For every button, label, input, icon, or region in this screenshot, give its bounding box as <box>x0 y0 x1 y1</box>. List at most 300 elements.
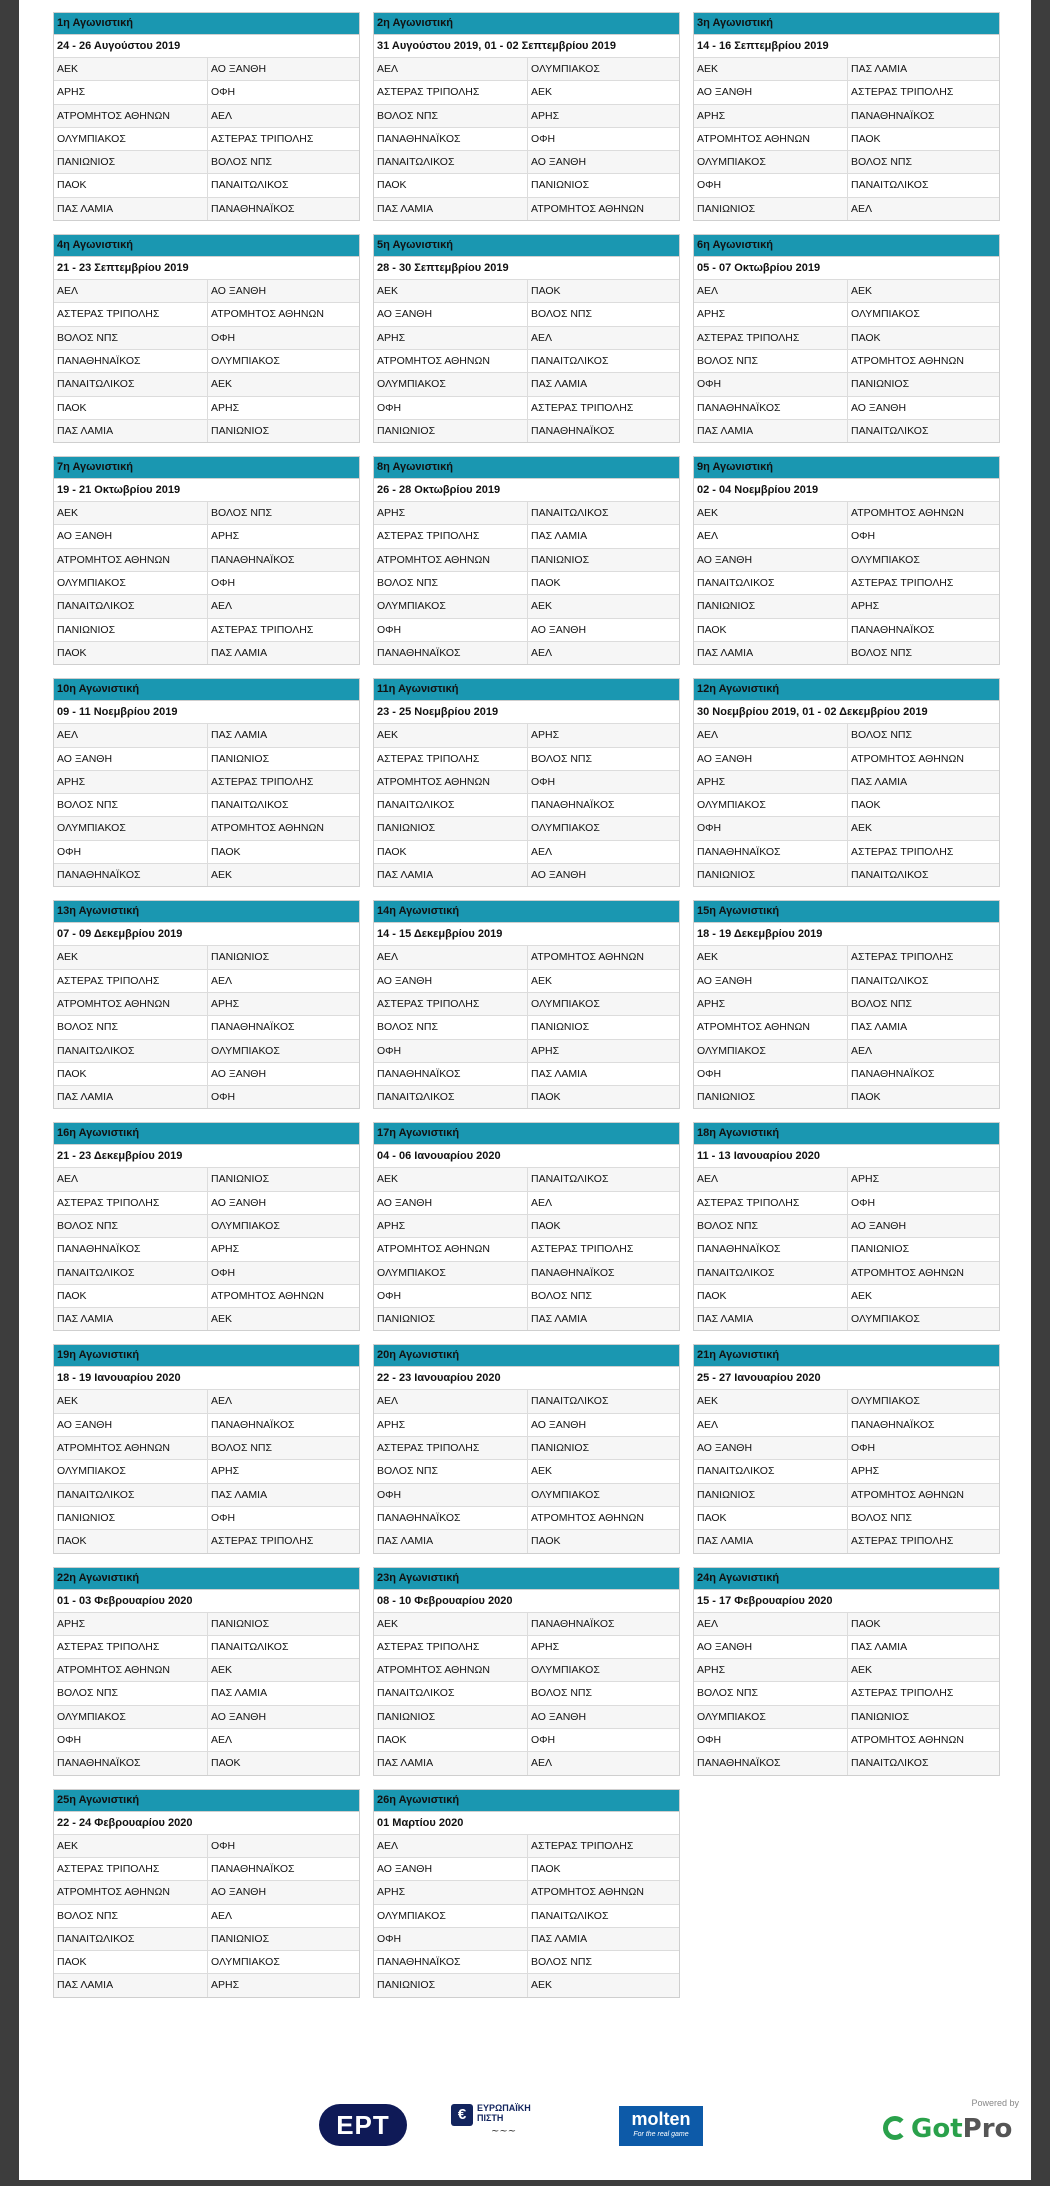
away-team: ΑΤΡΟΜΗΤΟΣ ΑΘΗΝΩΝ <box>851 1488 964 1501</box>
away-team: ΠΑΝΑΙΤΩΛΙΚΟΣ <box>211 799 289 812</box>
match-row <box>54 1706 359 1729</box>
match-row <box>54 817 359 840</box>
match-row <box>694 1484 999 1507</box>
home-team: ΠΑΝΑΘΗΝΑΪΚΟΣ <box>694 1238 848 1260</box>
round-card <box>693 1122 1000 1331</box>
away-team: ΟΦΗ <box>211 331 236 344</box>
away-team: ΠΑΣ ΛΑΜΙΑ <box>211 1687 268 1700</box>
match-row <box>374 1192 679 1215</box>
home-team: ΠΑΝΑΘΗΝΑΪΚΟΣ <box>694 841 848 863</box>
match-row <box>694 1192 999 1215</box>
away-team: ΠΑΝΙΩΝΙΟΣ <box>851 378 910 391</box>
match-row <box>54 105 359 128</box>
away-team: ΑΟ ΞΑΝΘΗ <box>531 1418 587 1431</box>
round-date: 01 Μαρτίου 2020 <box>374 1812 679 1835</box>
match-row <box>374 1974 679 1996</box>
round-title: 10η Αγωνιστική <box>54 679 359 701</box>
away-team: ΑΕΛ <box>211 1734 233 1747</box>
gotpro-got: Got <box>911 2114 963 2144</box>
away-team: ΠΑΝΙΩΝΙΟΣ <box>531 1021 590 1034</box>
home-team: ΠΑΟΚ <box>54 397 208 419</box>
match-row <box>374 198 679 220</box>
match-row <box>374 174 679 197</box>
round-date: 21 - 23 Σεπτεμβρίου 2019 <box>54 257 359 280</box>
home-team: ΠΑΣ ΛΑΜΙΑ <box>54 420 208 442</box>
away-team: ΑΕΚ <box>531 600 553 613</box>
match-row <box>374 1063 679 1086</box>
match-row <box>54 58 359 81</box>
match-row <box>374 748 679 771</box>
match-row <box>54 1390 359 1413</box>
round-title: 4η Αγωνιστική <box>54 235 359 257</box>
round-card <box>373 1122 680 1331</box>
home-team: ΠΑΟΚ <box>54 642 208 664</box>
match-row <box>54 724 359 747</box>
away-team: ΒΟΛΟΣ ΝΠΣ <box>531 752 593 765</box>
round-date: 31 Αυγούστου 2019, 01 - 02 Σεπτεμβρίου 2019 <box>374 35 679 58</box>
away-team: ΟΛΥΜΠΙΑΚΟΣ <box>531 1488 600 1501</box>
away-team: ΑΣΤΕΡΑΣ ΤΡΙΠΟΛΗΣ <box>851 86 954 99</box>
home-team: ΠΑΝΑΙΤΩΛΙΚΟΣ <box>54 1262 208 1284</box>
round-title: 7η Αγωνιστική <box>54 457 359 479</box>
eurolife-signature-icon: ~~~ <box>491 2126 517 2137</box>
round-title: 18η Αγωνιστική <box>694 1123 999 1145</box>
match-row <box>694 1168 999 1191</box>
home-team: ΑΡΗΣ <box>54 771 208 793</box>
round-card <box>693 1344 1000 1553</box>
away-team: ΠΑΝΑΙΤΩΛΙΚΟΣ <box>531 1395 609 1408</box>
home-team: ΑΡΗΣ <box>374 1215 528 1237</box>
match-row <box>694 1460 999 1483</box>
home-team: ΠΑΝΙΩΝΙΟΣ <box>694 198 848 220</box>
home-team: ΑΡΗΣ <box>694 771 848 793</box>
match-row <box>694 946 999 969</box>
match-row <box>694 1086 999 1108</box>
away-team: ΠΑΟΚ <box>211 1757 241 1770</box>
away-team: ΠΑΟΚ <box>531 1535 561 1548</box>
match-row <box>374 642 679 664</box>
match-row <box>694 1063 999 1086</box>
away-team: ΠΑΝΑΘΗΝΑΪΚΟΣ <box>211 202 295 215</box>
away-team: ΑΡΗΣ <box>211 997 240 1010</box>
away-team: ΟΛΥΜΠΙΑΚΟΣ <box>211 1044 280 1057</box>
round-card <box>373 678 680 887</box>
match-row <box>374 1905 679 1928</box>
match-row <box>374 1390 679 1413</box>
away-team: ΑΡΗΣ <box>851 1173 880 1186</box>
match-row <box>54 1858 359 1881</box>
match-row <box>694 1437 999 1460</box>
away-team: ΑΣΤΕΡΑΣ ΤΡΙΠΟΛΗΣ <box>851 1687 954 1700</box>
away-team: ΑΕΛ <box>531 1196 553 1209</box>
match-row <box>54 1613 359 1636</box>
home-team: ΠΑΣ ΛΑΜΙΑ <box>54 1308 208 1330</box>
match-row <box>694 151 999 174</box>
home-team: ΑΕΚ <box>694 1390 848 1412</box>
away-team: ΑΟ ΞΑΝΘΗ <box>211 1196 267 1209</box>
away-team: ΠΑΝΑΘΗΝΑΪΚΟΣ <box>531 1266 615 1279</box>
home-team: ΑΕΛ <box>374 1390 528 1412</box>
home-team: ΑΡΗΣ <box>54 1613 208 1635</box>
away-team: ΑΕΚ <box>531 1465 553 1478</box>
match-row <box>54 549 359 572</box>
match-row <box>54 1928 359 1951</box>
home-team: ΠΑΝΑΙΤΩΛΙΚΟΣ <box>694 1460 848 1482</box>
home-team: ΠΑΝΙΩΝΙΟΣ <box>694 864 848 886</box>
match-list <box>694 1390 999 1552</box>
match-list <box>374 946 679 1108</box>
away-team: ΟΦΗ <box>211 1091 236 1104</box>
match-row <box>54 1308 359 1330</box>
away-team: ΑΟ ΞΑΝΘΗ <box>211 1710 267 1723</box>
match-row <box>694 1752 999 1774</box>
home-team: ΠΑΝΑΙΤΩΛΙΚΟΣ <box>374 794 528 816</box>
away-team: ΠΑΝΑΘΗΝΑΪΚΟΣ <box>531 424 615 437</box>
home-team: ΠΑΣ ΛΑΜΙΑ <box>54 198 208 220</box>
match-list <box>54 946 359 1108</box>
match-row <box>54 1460 359 1483</box>
home-team: ΟΛΥΜΠΙΑΚΟΣ <box>54 128 208 150</box>
round-title: 25η Αγωνιστική <box>54 1790 359 1812</box>
home-team: ΑΕΛ <box>54 280 208 302</box>
match-row <box>374 1752 679 1774</box>
match-list <box>694 724 999 886</box>
away-team: ΑΕΚ <box>531 974 553 987</box>
home-team: ΑΤΡΟΜΗΤΟΣ ΑΘΗΝΩΝ <box>374 1238 528 1260</box>
home-team: ΠΑΟΚ <box>694 619 848 641</box>
round-date: 18 - 19 Δεκεμβρίου 2019 <box>694 923 999 946</box>
home-team: ΠΑΝΙΩΝΙΟΣ <box>694 595 848 617</box>
match-row <box>54 1951 359 1974</box>
home-team: ΠΑΝΑΙΤΩΛΙΚΟΣ <box>374 151 528 173</box>
away-team: ΑΟ ΞΑΝΘΗ <box>531 156 587 169</box>
match-list <box>374 724 679 886</box>
home-team: ΠΑΟΚ <box>374 1729 528 1751</box>
home-team: ΟΦΗ <box>374 1928 528 1950</box>
home-team: ΠΑΟΚ <box>694 1285 848 1307</box>
match-row <box>374 1168 679 1191</box>
round-date: 04 - 06 Ιανουαρίου 2020 <box>374 1145 679 1168</box>
home-team: ΑΕΚ <box>54 1390 208 1412</box>
eurolife-logo[interactable] <box>451 2100 543 2148</box>
ert-logo[interactable]: ΕΡΤ <box>319 2104 407 2146</box>
home-team: ΠΑΝΑΙΤΩΛΙΚΟΣ <box>54 1484 208 1506</box>
home-team: ΟΦΗ <box>374 619 528 641</box>
away-team: ΟΛΥΜΠΙΑΚΟΣ <box>531 997 600 1010</box>
round-date: 18 - 19 Ιανουαρίου 2020 <box>54 1367 359 1390</box>
home-team: ΒΟΛΟΣ ΝΠΣ <box>374 572 528 594</box>
round-card <box>53 678 360 887</box>
round-card <box>693 456 1000 665</box>
home-team: ΠΑΝΑΘΗΝΑΪΚΟΣ <box>374 1507 528 1529</box>
round-card <box>53 1122 360 1331</box>
home-team: ΑΣΤΕΡΑΣ ΤΡΙΠΟΛΗΣ <box>374 1636 528 1658</box>
home-team: ΑΡΗΣ <box>374 327 528 349</box>
match-row <box>374 525 679 548</box>
match-list <box>54 1168 359 1330</box>
match-row <box>54 619 359 642</box>
match-row <box>54 174 359 197</box>
match-row <box>374 1308 679 1330</box>
away-team: ΑΡΗΣ <box>531 1044 560 1057</box>
round-date: 09 - 11 Νοεμβρίου 2019 <box>54 701 359 724</box>
home-team: ΟΦΗ <box>54 841 208 863</box>
home-team: ΑΕΛ <box>54 1168 208 1190</box>
round-title: 26η Αγωνιστική <box>374 1790 679 1812</box>
home-team: ΠΑΝΑΙΤΩΛΙΚΟΣ <box>374 1086 528 1108</box>
away-team: ΠΑΝΑΙΤΩΛΙΚΟΣ <box>851 974 929 987</box>
home-team: ΑΣΤΕΡΑΣ ΤΡΙΠΟΛΗΣ <box>54 303 208 325</box>
page <box>19 0 1031 2180</box>
round-date: 07 - 09 Δεκεμβρίου 2019 <box>54 923 359 946</box>
away-team: ΠΑΝΑΙΤΩΛΙΚΟΣ <box>851 869 929 882</box>
home-team: ΑΡΗΣ <box>374 1414 528 1436</box>
match-row <box>694 1040 999 1063</box>
round-card <box>53 234 360 443</box>
away-team: ΟΦΗ <box>531 775 556 788</box>
match-row <box>54 420 359 442</box>
match-row <box>374 771 679 794</box>
away-team: ΑΤΡΟΜΗΤΟΣ ΑΘΗΝΩΝ <box>531 1511 644 1524</box>
match-row <box>374 1881 679 1904</box>
home-team: ΒΟΛΟΣ ΝΠΣ <box>54 1682 208 1704</box>
home-team: ΠΑΝΑΘΗΝΑΪΚΟΣ <box>694 397 848 419</box>
away-team: ΒΟΛΟΣ ΝΠΣ <box>851 729 913 742</box>
round-date: 14 - 15 Δεκεμβρίου 2019 <box>374 923 679 946</box>
match-row <box>694 1215 999 1238</box>
match-row <box>694 327 999 350</box>
home-team: ΠΑΟΚ <box>374 174 528 196</box>
match-row <box>374 1215 679 1238</box>
home-team: ΠΑΝΑΙΤΩΛΙΚΟΣ <box>694 1262 848 1284</box>
home-team: ΒΟΛΟΣ ΝΠΣ <box>694 1215 848 1237</box>
match-list <box>374 1835 679 1997</box>
match-row <box>54 946 359 969</box>
match-row <box>54 1238 359 1261</box>
home-team: ΑΕΛ <box>694 1168 848 1190</box>
match-row <box>54 1016 359 1039</box>
home-team: ΑΕΚ <box>54 1835 208 1857</box>
round-title: 21η Αγωνιστική <box>694 1345 999 1367</box>
home-team: ΑΡΗΣ <box>694 993 848 1015</box>
away-team: ΑΟ ΞΑΝΘΗ <box>851 1219 907 1232</box>
match-row <box>694 1659 999 1682</box>
away-team: ΠΑΣ ΛΑΜΙΑ <box>211 646 268 659</box>
away-team: ΑΟ ΞΑΝΘΗ <box>531 623 587 636</box>
match-row <box>694 350 999 373</box>
away-team: ΠΑΝΙΩΝΙΟΣ <box>211 1617 270 1630</box>
match-row <box>54 350 359 373</box>
match-row <box>374 841 679 864</box>
away-team: ΒΟΛΟΣ ΝΠΣ <box>211 156 273 169</box>
match-row <box>694 1507 999 1530</box>
match-row <box>374 993 679 1016</box>
away-team: ΟΛΥΜΠΙΑΚΟΣ <box>531 1664 600 1677</box>
match-row <box>374 1530 679 1552</box>
round-date: 26 - 28 Οκτωβρίου 2019 <box>374 479 679 502</box>
away-team: ΠΑΣ ΛΑΜΙΑ <box>531 530 588 543</box>
round-card <box>53 1344 360 1553</box>
match-list <box>54 58 359 220</box>
away-team: ΒΟΛΟΣ ΝΠΣ <box>851 1511 913 1524</box>
away-team: ΑΟ ΞΑΝΘΗ <box>531 1710 587 1723</box>
match-row <box>694 1016 999 1039</box>
away-team: ΑΕΚ <box>851 822 873 835</box>
match-row <box>374 817 679 840</box>
round-title: 2η Αγωνιστική <box>374 13 679 35</box>
round-date: 19 - 21 Οκτωβρίου 2019 <box>54 479 359 502</box>
home-team: ΑΕΚ <box>54 946 208 968</box>
away-team: ΑΕΛ <box>531 646 553 659</box>
round-card <box>373 900 680 1109</box>
match-row <box>694 1414 999 1437</box>
match-row <box>54 397 359 420</box>
match-row <box>694 794 999 817</box>
away-team: ΠΑΝΑΙΤΩΛΙΚΟΣ <box>531 507 609 520</box>
round-title: 20η Αγωνιστική <box>374 1345 679 1367</box>
away-team: ΑΟ ΞΑΝΘΗ <box>851 401 907 414</box>
match-row <box>374 946 679 969</box>
away-team: ΑΕΛ <box>851 1044 873 1057</box>
match-list <box>54 1835 359 1997</box>
home-team: ΠΑΝΙΩΝΙΟΣ <box>54 619 208 641</box>
away-team: ΠΑΣ ΛΑΜΙΑ <box>851 1021 908 1034</box>
home-team: ΟΦΗ <box>694 1063 848 1085</box>
gotpro-logo[interactable] <box>879 2098 1019 2154</box>
home-team: ΟΦΗ <box>54 1729 208 1751</box>
match-row <box>374 1613 679 1636</box>
match-row <box>54 595 359 618</box>
home-team: ΠΑΝΙΩΝΙΟΣ <box>54 151 208 173</box>
away-team: ΑΟ ΞΑΝΘΗ <box>211 1067 267 1080</box>
home-team: ΟΦΗ <box>374 1040 528 1062</box>
away-team: ΑΣΤΕΡΑΣ ΤΡΙΠΟΛΗΣ <box>851 1535 954 1548</box>
round-title: 5η Αγωνιστική <box>374 235 679 257</box>
match-row <box>694 841 999 864</box>
away-team: ΟΛΥΜΠΙΑΚΟΣ <box>211 1956 280 1969</box>
round-date: 24 - 26 Αυγούστου 2019 <box>54 35 359 58</box>
home-team: ΒΟΛΟΣ ΝΠΣ <box>54 1016 208 1038</box>
match-row <box>54 81 359 104</box>
match-row <box>694 397 999 420</box>
home-team: ΠΑΣ ΛΑΜΙΑ <box>374 1530 528 1552</box>
match-row <box>374 619 679 642</box>
home-team: ΠΑΟΚ <box>54 1951 208 1973</box>
home-team: ΑΤΡΟΜΗΤΟΣ ΑΘΗΝΩΝ <box>374 1659 528 1681</box>
home-team: ΑΟ ΞΑΝΘΗ <box>694 748 848 770</box>
home-team: ΠΑΝΑΙΤΩΛΙΚΟΣ <box>54 595 208 617</box>
away-team: ΑΡΗΣ <box>531 1640 560 1653</box>
home-team: ΑΕΚ <box>54 502 208 524</box>
match-row <box>54 1414 359 1437</box>
away-team: ΑΕΛ <box>531 331 553 344</box>
home-team: ΠΑΟΚ <box>694 1507 848 1529</box>
round-title: 14η Αγωνιστική <box>374 901 679 923</box>
round-card <box>53 1567 360 1776</box>
away-team: ΠΑΟΚ <box>531 1862 561 1875</box>
round-date: 22 - 23 Ιανουαρίου 2020 <box>374 1367 679 1390</box>
home-team: ΠΑΝΑΙΤΩΛΙΚΟΣ <box>54 373 208 395</box>
away-team: ΠΑΝΑΙΤΩΛΙΚΟΣ <box>211 1640 289 1653</box>
home-team: ΑΟ ΞΑΝΘΗ <box>374 303 528 325</box>
home-team: ΟΛΥΜΠΙΑΚΟΣ <box>694 794 848 816</box>
away-team: ΒΟΛΟΣ ΝΠΣ <box>211 1442 273 1455</box>
home-team: ΠΑΝΑΙΤΩΛΙΚΟΣ <box>54 1040 208 1062</box>
round-date: 11 - 13 Ιανουαρίου 2020 <box>694 1145 999 1168</box>
match-row <box>694 549 999 572</box>
home-team: ΠΑΟΚ <box>54 174 208 196</box>
away-team: ΑΟ ΞΑΝΘΗ <box>211 63 267 75</box>
away-team: ΠΑΝΑΙΤΩΛΙΚΟΣ <box>531 1909 609 1922</box>
home-team: ΑΣΤΕΡΑΣ ΤΡΙΠΟΛΗΣ <box>54 1636 208 1658</box>
away-team: ΑΕΚ <box>211 378 233 391</box>
away-team: ΠΑΣ ΛΑΜΙΑ <box>531 1067 588 1080</box>
match-row <box>694 572 999 595</box>
home-team: ΟΦΗ <box>374 1484 528 1506</box>
match-row <box>694 1636 999 1659</box>
away-team: ΠΑΝΑΘΗΝΑΪΚΟΣ <box>851 1418 935 1431</box>
match-list <box>374 280 679 442</box>
home-team: ΒΟΛΟΣ ΝΠΣ <box>694 350 848 372</box>
home-team: ΠΑΣ ΛΑΜΙΑ <box>694 420 848 442</box>
home-team: ΑΟ ΞΑΝΘΗ <box>54 1414 208 1436</box>
match-row <box>54 327 359 350</box>
match-row <box>374 1951 679 1974</box>
home-team: ΑΣΤΕΡΑΣ ΤΡΙΠΟΛΗΣ <box>374 748 528 770</box>
match-row <box>54 1752 359 1774</box>
home-team: ΑΤΡΟΜΗΤΟΣ ΑΘΗΝΩΝ <box>374 350 528 372</box>
away-team: ΟΦΗ <box>211 1266 236 1279</box>
away-team: ΑΤΡΟΜΗΤΟΣ ΑΘΗΝΩΝ <box>211 308 324 321</box>
home-team: ΟΦΗ <box>374 397 528 419</box>
away-team: ΠΑΝΙΩΝΙΟΣ <box>211 1932 270 1945</box>
away-team: ΠΑΟΚ <box>531 1091 561 1104</box>
match-row <box>374 1437 679 1460</box>
match-row <box>374 1729 679 1752</box>
match-row <box>54 794 359 817</box>
home-team: ΠΑΝΑΘΗΝΑΪΚΟΣ <box>54 1238 208 1260</box>
round-title: 19η Αγωνιστική <box>54 1345 359 1367</box>
away-team: ΑΣΤΕΡΑΣ ΤΡΙΠΟΛΗΣ <box>211 775 314 788</box>
match-row <box>694 373 999 396</box>
away-team: ΠΑΝΙΩΝΙΟΣ <box>531 553 590 566</box>
home-team: ΑΤΡΟΜΗΤΟΣ ΑΘΗΝΩΝ <box>374 771 528 793</box>
match-row <box>374 1706 679 1729</box>
away-team: ΠΑΟΚ <box>851 1091 881 1104</box>
match-row <box>694 525 999 548</box>
home-team: ΟΛΥΜΠΙΑΚΟΣ <box>694 1040 848 1062</box>
home-team: ΠΑΝΙΩΝΙΟΣ <box>694 1086 848 1108</box>
match-row <box>54 572 359 595</box>
match-row <box>54 1192 359 1215</box>
round-title: 16η Αγωνιστική <box>54 1123 359 1145</box>
away-team: ΠΑΝΑΙΤΩΛΙΚΟΣ <box>851 1757 929 1770</box>
away-team: ΠΑΟΚ <box>851 1617 881 1630</box>
home-team: ΠΑΝΙΩΝΙΟΣ <box>374 1706 528 1728</box>
away-team: ΟΛΥΜΠΙΑΚΟΣ <box>851 308 920 321</box>
home-team: ΑΕΛ <box>54 724 208 746</box>
molten-logo[interactable] <box>619 2106 703 2146</box>
match-row <box>54 1168 359 1191</box>
match-row <box>54 373 359 396</box>
round-title: 9η Αγωνιστική <box>694 457 999 479</box>
match-row <box>694 1682 999 1705</box>
away-team: ΒΟΛΟΣ ΝΠΣ <box>211 507 273 520</box>
away-team: ΠΑΣ ΛΑΜΙΑ <box>531 1932 588 1945</box>
match-row <box>374 502 679 525</box>
home-team: ΑΡΗΣ <box>694 303 848 325</box>
away-team: ΑΡΗΣ <box>851 600 880 613</box>
